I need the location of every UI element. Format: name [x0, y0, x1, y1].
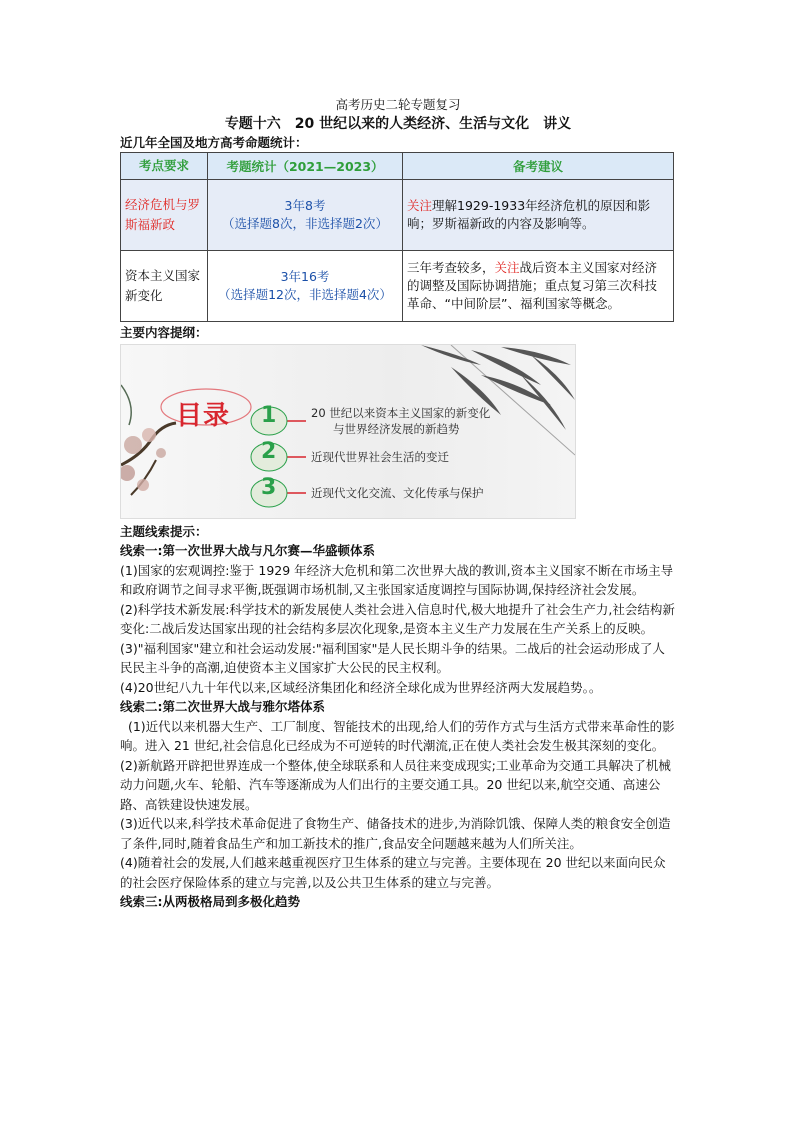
toc-item-3: 近现代文化交流、文化传承与保护: [311, 486, 484, 500]
toc-line: 与世界经济发展的新趋势: [333, 422, 460, 436]
document-page: [120, 96, 676, 912]
outline-label: 主要内容提纲：: [120, 325, 208, 340]
clues-label: 主题线索提示：: [120, 524, 208, 539]
clue2-paragraph: (4)随着社会的发展,人们越来越重视医疗卫生体系的建立与完善。主要体现在 20 世纪以来面向民众的社会医疗保险体系的建立与完善,以及公共卫生体系的建立与完善。: [120, 855, 666, 890]
stats-cell: [208, 180, 403, 251]
table-header-cell: 考点要求: [121, 153, 208, 180]
banner-title: 目录: [176, 401, 231, 431]
topic-cell: 经济危机与罗斯福新政: [121, 180, 208, 251]
advice-text: 理解1929-1933年经济危机的原因和影响；罗斯福新政的内容及影响等。: [407, 198, 651, 231]
toc-number: 1: [261, 403, 277, 428]
table-header-cell: 考题统计（2021—2023）: [208, 153, 403, 180]
advice-cell: [403, 180, 674, 251]
stats-breakdown: （选择题12次，非选择题4次）: [218, 287, 392, 302]
document-title: 专题十六 20 世纪以来的人类经济、生活与文化 讲义: [224, 116, 572, 132]
stats-count: 3年16考: [280, 269, 330, 284]
clue3-heading: 线索三:从两极格局到多极化趋势: [120, 894, 300, 909]
clue1-paragraph: (3)"福利国家"建立和社会运动发展:"福利国家"是人民长期斗争的结果。二战后的社会运动形成了人民民主斗争的高潮,迫使资本主义国家扩大公民的民主权利。: [120, 640, 665, 675]
document-subtitle: 高考历史二轮专题复习: [335, 97, 461, 112]
stats-cell: [208, 251, 403, 322]
toc-item-2: 近现代世界社会生活的变迁: [311, 450, 449, 464]
exam-stats-table: [120, 152, 674, 322]
clue2-heading: 线索二:第二次世界大战与雅尔塔体系: [120, 699, 325, 714]
outline-banner: [120, 344, 576, 519]
toc-number: 2: [261, 439, 277, 464]
table-row: [121, 180, 674, 251]
toc-line: 20 世纪以来资本主义国家的新变化: [311, 406, 491, 420]
toc-item-1: [311, 405, 490, 437]
advice-highlight: 关注: [494, 260, 520, 275]
advice-text: 战后资本主义国家对经济的调整及国际协调措施；重点复习第三次科技革命、“中间阶层”、福利国家等概念。: [407, 260, 658, 311]
table-row: [121, 251, 674, 322]
clue2-paragraph: (1)近代以来机器大生产、工厂制度、智能技术的出现,给人们的劳作方式与生活方式带来革命性的影响。进入 21 世纪,社会信息化已经成为不可逆转的时代潮流,正在使人类社会发生极其深刻的变化。: [120, 718, 675, 753]
advice-cell: [403, 251, 674, 322]
clue1-paragraph: (1)国家的宏观调控:鉴于 1929 年经济大危机和第二次世界大战的教训,资本主义国家不断在市场主导和政府调节之间寻求平衡,既强调市场机制,又主张国家适度调控与国际协调,保持经济社会发展。: [120, 562, 674, 597]
topic-cell: 资本主义国家新变化: [121, 251, 208, 322]
stats-count: 3年8考: [284, 198, 326, 213]
clue2-paragraph: (2)新航路开辟把世界连成一个整体,使全球联系和人员往来变成现实;工业革命为交通工具解决了机械动力问题,火车、轮船、汽车等逐渐成为人们出行的主要交通工具。20 世纪以来,航空交通、高速公路、高铁建设快速发展。: [120, 757, 671, 812]
table-section-label: 近几年全国及地方高考命题统计：: [120, 135, 308, 150]
stats-breakdown: （选择题8次，非选择题2次）: [222, 216, 388, 231]
advice-prefix: 三年考查较多，: [407, 260, 495, 275]
clue1-paragraph: (4)20世纪八九十年代以来,区域经济集团化和经济全球化成为世界经济两大发展趋势。。: [120, 679, 602, 695]
clue1-heading: 线索一:第一次世界大战与凡尔赛—华盛顿体系: [120, 543, 375, 558]
table-header-cell: 备考建议: [403, 153, 674, 180]
table-header-row: [121, 153, 674, 180]
advice-highlight: 关注: [407, 198, 433, 213]
clue2-paragraph: (3)近代以来,科学技术革命促进了食物生产、储备技术的进步,为消除饥饿、保障人类的粮食安全创造了条件,同时,随着食品生产和加工新技术的推广,食品安全问题越来越为人们所关注。: [120, 816, 671, 851]
clue1-paragraph: (2)科学技术新发展:科学技术的新发展使人类社会进入信息时代,极大地提升了社会生产力,社会结构新变化:二战后发达国家出现的社会结构多层次化现象,是资本主义生产力发展在生产关系上的反映。: [120, 601, 675, 636]
toc-number: 3: [261, 475, 277, 500]
blossom-branch-icon: [121, 385, 176, 495]
